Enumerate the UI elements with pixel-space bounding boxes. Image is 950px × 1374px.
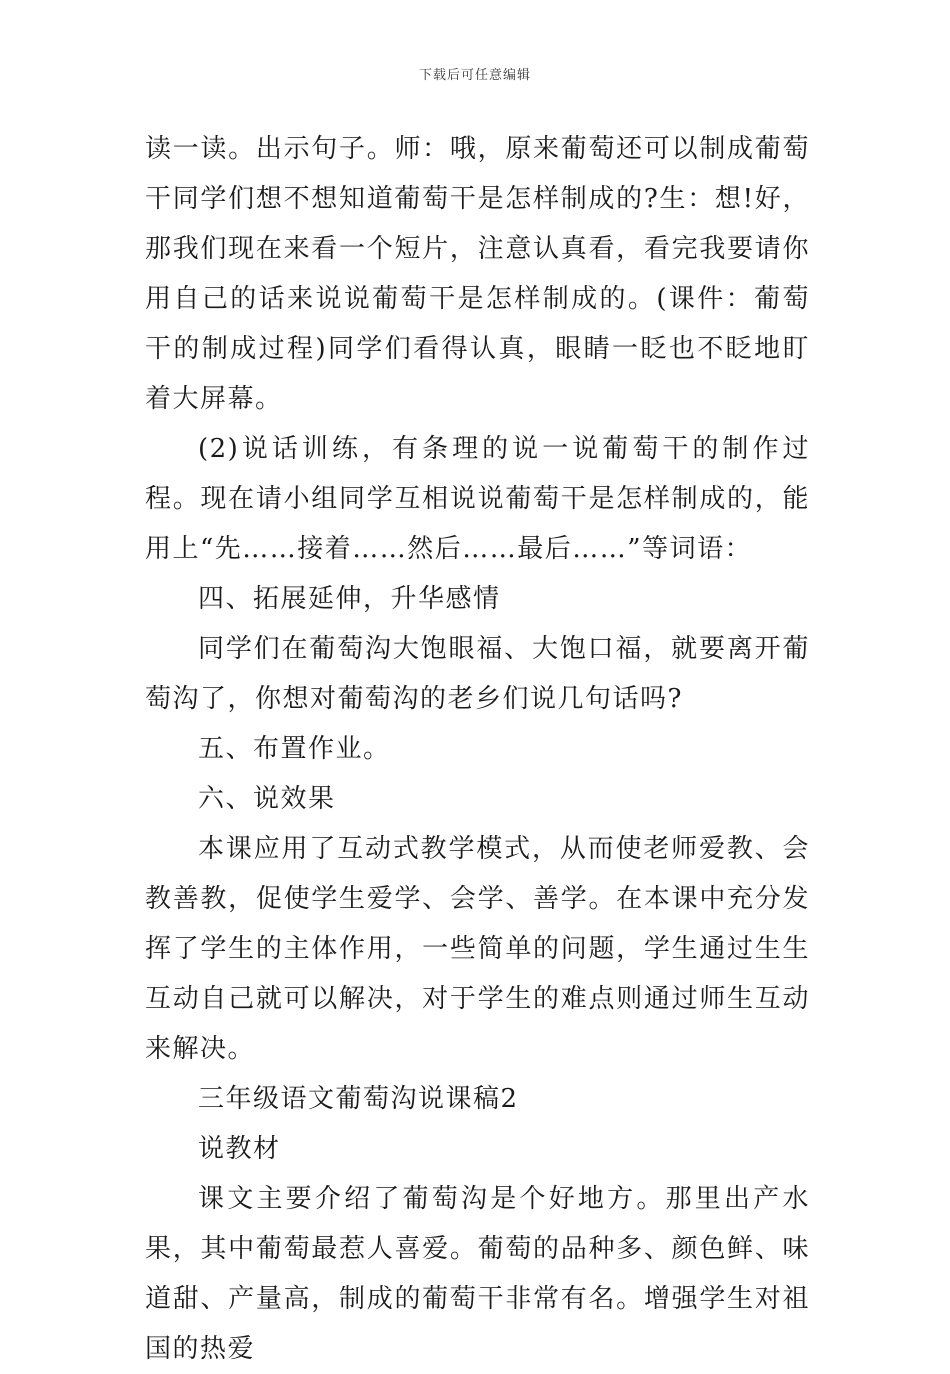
section-heading-6: 六、说效果 [198, 784, 336, 814]
document-body [145, 124, 810, 1374]
paragraph-1: 读一读。出示句子。师：哦，原来葡萄还可以制成葡萄干同学们想不想知道葡萄干是怎样制成的?生：想!好，那我们现在来看一个短片，注意认真看，看完我要请你用自己的话来说说葡萄干是怎样制成的。(课件：葡萄干的制成过程)同学们看得认真，眼睛一眨也不眨地盯着大屏幕。 [145, 134, 810, 414]
section-heading-material: 说教材 [198, 1134, 281, 1164]
paragraph-3: 同学们在葡萄沟大饱眼福、大饱口福，就要离开葡萄沟了，你想对葡萄沟的老乡们说几句话吗? [145, 634, 810, 714]
section-heading-5: 五、布置作业。 [198, 734, 391, 764]
page-header-note: 下载后可任意编辑 [418, 68, 531, 83]
section-heading-4: 四、拓展延伸，升华感情 [198, 584, 501, 614]
document-title-2: 三年级语文葡萄沟说课稿2 [198, 1084, 519, 1114]
paragraph-5: 课文主要介绍了葡萄沟是个好地方。那里出产水果，其中葡萄最惹人喜爱。葡萄的品种多、颜色鲜、味道甜、产量高，制成的葡萄干非常有名。增强学生对祖国的热爱 [145, 1184, 810, 1364]
paragraph-2: (2)说话训练，有条理的说一说葡萄干的制作过程。现在请小组同学互相说说葡萄干是怎样制成的，能用上“先……接着……然后……最后……”等词语： [145, 434, 810, 564]
paragraph-4: 本课应用了互动式教学模式，从而使老师爱教、会教善教，促使学生爱学、会学、善学。在本课中充分发挥了学生的主体作用，一些简单的问题，学生通过生生互动自己就可以解决，对于学生的难点则通过师生互动来解决。 [145, 834, 810, 1064]
